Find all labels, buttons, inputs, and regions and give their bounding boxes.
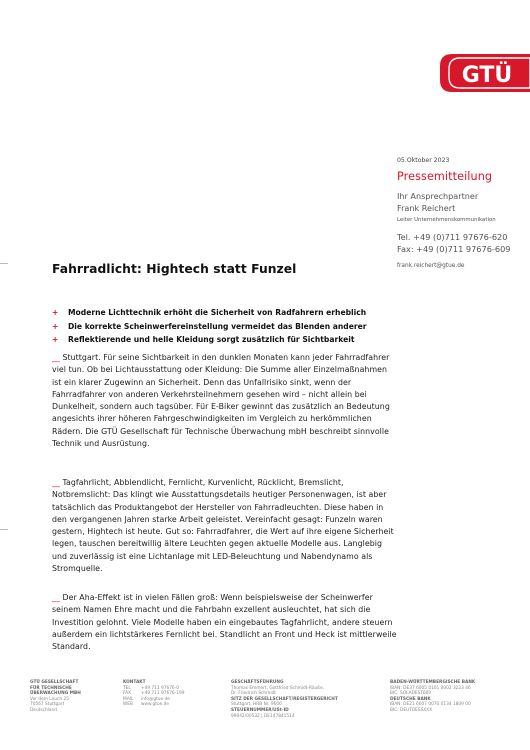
footer-contact-value[interactable]: info@gtue.de bbox=[141, 696, 170, 702]
plus-icon: + bbox=[52, 335, 59, 344]
contact-block bbox=[397, 157, 527, 269]
paragraph-marker: __ bbox=[52, 478, 60, 487]
bullet-text: Moderne Lichttechnik erhöht die Sicherheit von Radfahrern erheblich bbox=[68, 308, 367, 317]
footer-contact-key: TEL bbox=[123, 685, 131, 691]
paragraph-text: Der Aha-Effekt ist in vielen Fällen groß: Wenn beispielsweise der Scheinwerfer seinem Namen Ehre macht und die Fahrbahn exzellent ausleuchtet, hat sich die Investition gelohnt. Viele Modelle haben ein eingebautes Tagfahrlicht, andere steuern außerdem ein lichtstärkeres Fernlicht bei. Standlicht an Front und Heck ist mittlerweile Standard. bbox=[52, 593, 397, 652]
body-paragraph bbox=[52, 352, 397, 450]
footer-company-line: ÜBERWACHUNG MBH bbox=[30, 691, 81, 697]
contact-role: Leiter Unternehmenskommunikation bbox=[397, 217, 496, 223]
footer-bank-head: DEUTSCHE BANK bbox=[390, 696, 431, 702]
plus-icon: + bbox=[52, 308, 59, 317]
release-date: 05.Oktober 2023 bbox=[397, 157, 450, 164]
footer-company bbox=[30, 680, 81, 714]
footer-contact-value: +49 711 97676-0 bbox=[141, 685, 179, 691]
body-paragraph bbox=[52, 592, 397, 653]
headline: Fahrradlicht: Hightech statt Funzel bbox=[52, 262, 297, 276]
footer-bank-line: IBAN: DE37 6005 0101 0002 3223 46 bbox=[390, 685, 471, 691]
plus-icon: + bbox=[52, 321, 59, 331]
footer-address-line: Deutschland bbox=[30, 707, 57, 713]
paragraph-text: Stuttgart. Für seine Sichtbarkeit in den dunklen Monaten kann jeder Fahrradfahrer viel tun. Ob bei Lichtausstattung oder Kleidung: Die Summe aller Einzelmaßnahmen ist ein klarer Zugewinn an Sicherheit. Denn das Unfallrisiko sinkt, wenn der Fahrradfahrer von anderen Verkehrsteilnehmern gesehen wird – nicht allein bei Dunkelheit, sondern auch tagsüber. Für E-Biker gewinnt das zusätzlich an Bedeutung angesichts ihrer höheren Fahrgeschwindigkeiten im Vergleich zu herkömmlichen Rädern. Die GTÜ Gesellschaft für Technische Überwachung mbH beschreibt sinnvolle Technik und Ausrüstung. bbox=[52, 353, 390, 449]
footer-contact-head: KONTAKT bbox=[123, 680, 146, 685]
summary-bullets bbox=[52, 306, 367, 347]
logo-text: GTÜ bbox=[461, 63, 513, 88]
footer-company-line: FÜR TECHNISCHE bbox=[30, 685, 72, 691]
footer-mgmt-head: GESCHÄFTSFÜHRUNG bbox=[231, 680, 284, 685]
paragraph-marker: __ bbox=[52, 353, 60, 362]
fold-mark bbox=[0, 263, 8, 264]
body-paragraph bbox=[52, 477, 397, 575]
footer-contact-row bbox=[123, 702, 184, 708]
footer-bank-line: BIC: DEUTDESSXXX bbox=[390, 707, 433, 713]
footer-tax-head: STEUERNUMMER/USt-ID bbox=[231, 707, 289, 713]
bullet-item bbox=[52, 333, 367, 347]
contact-phone: Tel. +49 (0)711 97676-620 bbox=[397, 232, 508, 242]
footer-seat-head: SITZ DER GESELLSCHAFT/REGISTERGERICHT bbox=[231, 696, 338, 702]
contact-name: Frank Reichert bbox=[397, 203, 456, 213]
footer-contact bbox=[123, 680, 184, 708]
bullet-item bbox=[52, 320, 367, 334]
footer-contact-value: +49 711 97676-199 bbox=[141, 691, 185, 697]
footer-management bbox=[231, 680, 338, 719]
bullet-text: Die korrekte Scheinwerfereinstellung vermeidet das Blenden anderer bbox=[68, 321, 367, 331]
paragraph-text: Tagfahrlicht, Abblendlicht, Fernlicht, Kurvenlicht, Rücklicht, Bremslicht, Notbremslicht: Das klingt wie Ausstattungsdetails heutiger Personenwagen, ist aber tatsächlich das Produktangebot der Hersteller von Fahrradleuchten. Diese haben in den vergangenen Jahren starke Arbeit geleistet. Vereinfacht gesagt: Funzeln waren gestern, Hightech ist heute. Gut so: Fahrradfahrer, die Wert auf ihre eigene Sicherheit legen, tauschen bereitwillig ältere Leuchten gegen aktuelle Modelle aus. Langlebig und zuverlässig ist eine Lichtanlage mit LED-Beleuchtung und Nabendynamo als Stromquelle. bbox=[52, 478, 394, 574]
footer-bank-line: IBAN: DE21 6007 0070 0134 1809 00 bbox=[390, 702, 471, 708]
footer-address-line: 70567 Stuttgart bbox=[30, 702, 65, 708]
footer-contact-key: MAIL bbox=[123, 696, 134, 702]
footer bbox=[0, 680, 530, 740]
footer-mgmt-line: Dr. Friedrich Schmidt bbox=[231, 691, 276, 697]
paragraph-marker: __ bbox=[52, 593, 60, 602]
footer-address-line: Vor dem Lauch 25 bbox=[30, 696, 69, 702]
footer-contact-value[interactable]: www.gtue.de bbox=[141, 702, 170, 708]
footer-bank-line: BIC: SOLADEST600 bbox=[390, 691, 432, 697]
footer-contact-key: FAX bbox=[123, 691, 131, 697]
contact-email-link[interactable]: frank.reichert@gtue.de bbox=[397, 263, 465, 269]
footer-bank-head: BADEN-WÜRTTEMBERGISCHE BANK bbox=[390, 680, 476, 685]
release-label: Pressemitteilung bbox=[397, 170, 493, 183]
footer-tax: 99042/00532 | DE147841514 bbox=[231, 713, 295, 719]
bullet-item bbox=[52, 306, 367, 320]
contact-fax: Fax: +49 (0)711 97676-609 bbox=[397, 244, 511, 254]
footer-contact-key: WEB bbox=[123, 702, 133, 708]
footer-company-line: GTÜ GESELLSCHAFT bbox=[30, 680, 79, 685]
footer-bank bbox=[390, 680, 475, 714]
fold-mark bbox=[0, 529, 8, 530]
contact-intro: Ihr Ansprechpartner bbox=[397, 191, 479, 201]
bullet-text: Reflektierende und helle Kleidung sorgt zusätzlich für Sichtbarkeit bbox=[68, 335, 355, 344]
footer-seat: Stuttgart, HRB Nr. 9606 bbox=[231, 702, 282, 708]
gtue-logo bbox=[438, 48, 530, 98]
footer-mgmt-line: Thomas Emmert, Gottfried Schmidt-Räuße, bbox=[231, 685, 324, 691]
